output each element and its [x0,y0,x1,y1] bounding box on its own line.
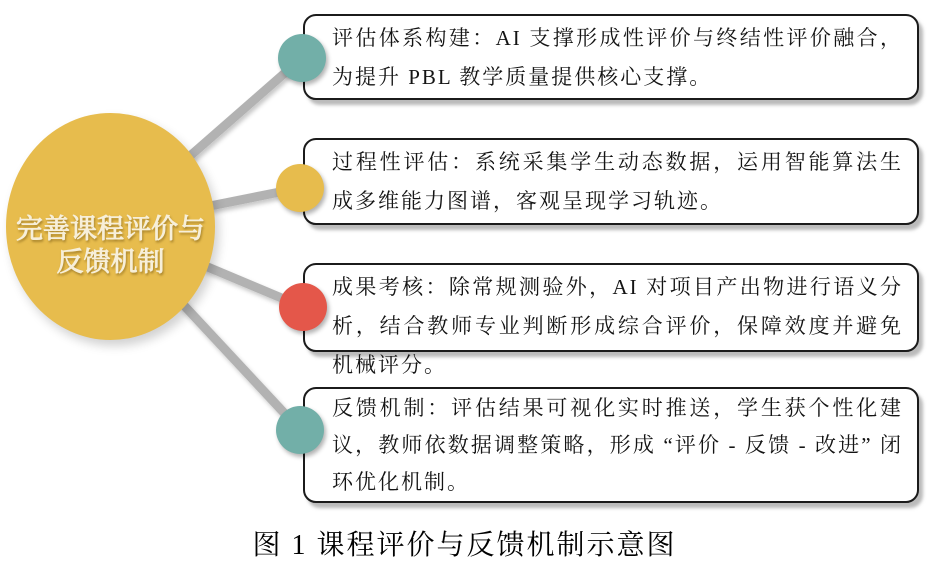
center-node-label-line2: 反馈机制 [56,246,165,277]
branch-dot-2 [276,164,324,212]
branch-box-outcome-examination-text: 成果考核：除常规测验外，AI 对项目产出物进行语义分析，结合教师专业判断形成综合评价，保障效度并避免机械评分。 [332,275,903,377]
branch-box-outcome-examination [303,263,919,377]
center-node-label [16,213,205,279]
center-node-label-line1: 完善课程评价与 [16,213,205,244]
branch-box-process-assessment-text: 过程性评估：系统采集学生动态数据，运用智能算法生成多维能力图谱，客观呈现学习轨迹。 [332,150,903,213]
figure-caption: 图 1 课程评价与反馈机制示意图 [252,530,677,561]
branch-dot-1 [278,34,326,82]
branch-box-process-assessment [303,138,919,225]
branch-box-feedback-mechanism [303,387,919,503]
branch-box-evaluation-system [303,14,919,100]
branch-dot-4 [276,406,324,454]
branch-dot-3 [279,283,327,331]
branch-box-feedback-mechanism-text: 反馈机制：评估结果可视化实时推送，学生获个性化建议，教师依数据调整策略，形成 “评价 - 反馈 - 改进” 闭环优化机制。 [332,396,903,494]
branch-box-evaluation-system-text: 评估体系构建：AI 支撑形成性评价与终结性评价融合，为提升 PBL 教学质量提供核心支撑。 [332,26,903,89]
center-node [6,113,215,340]
